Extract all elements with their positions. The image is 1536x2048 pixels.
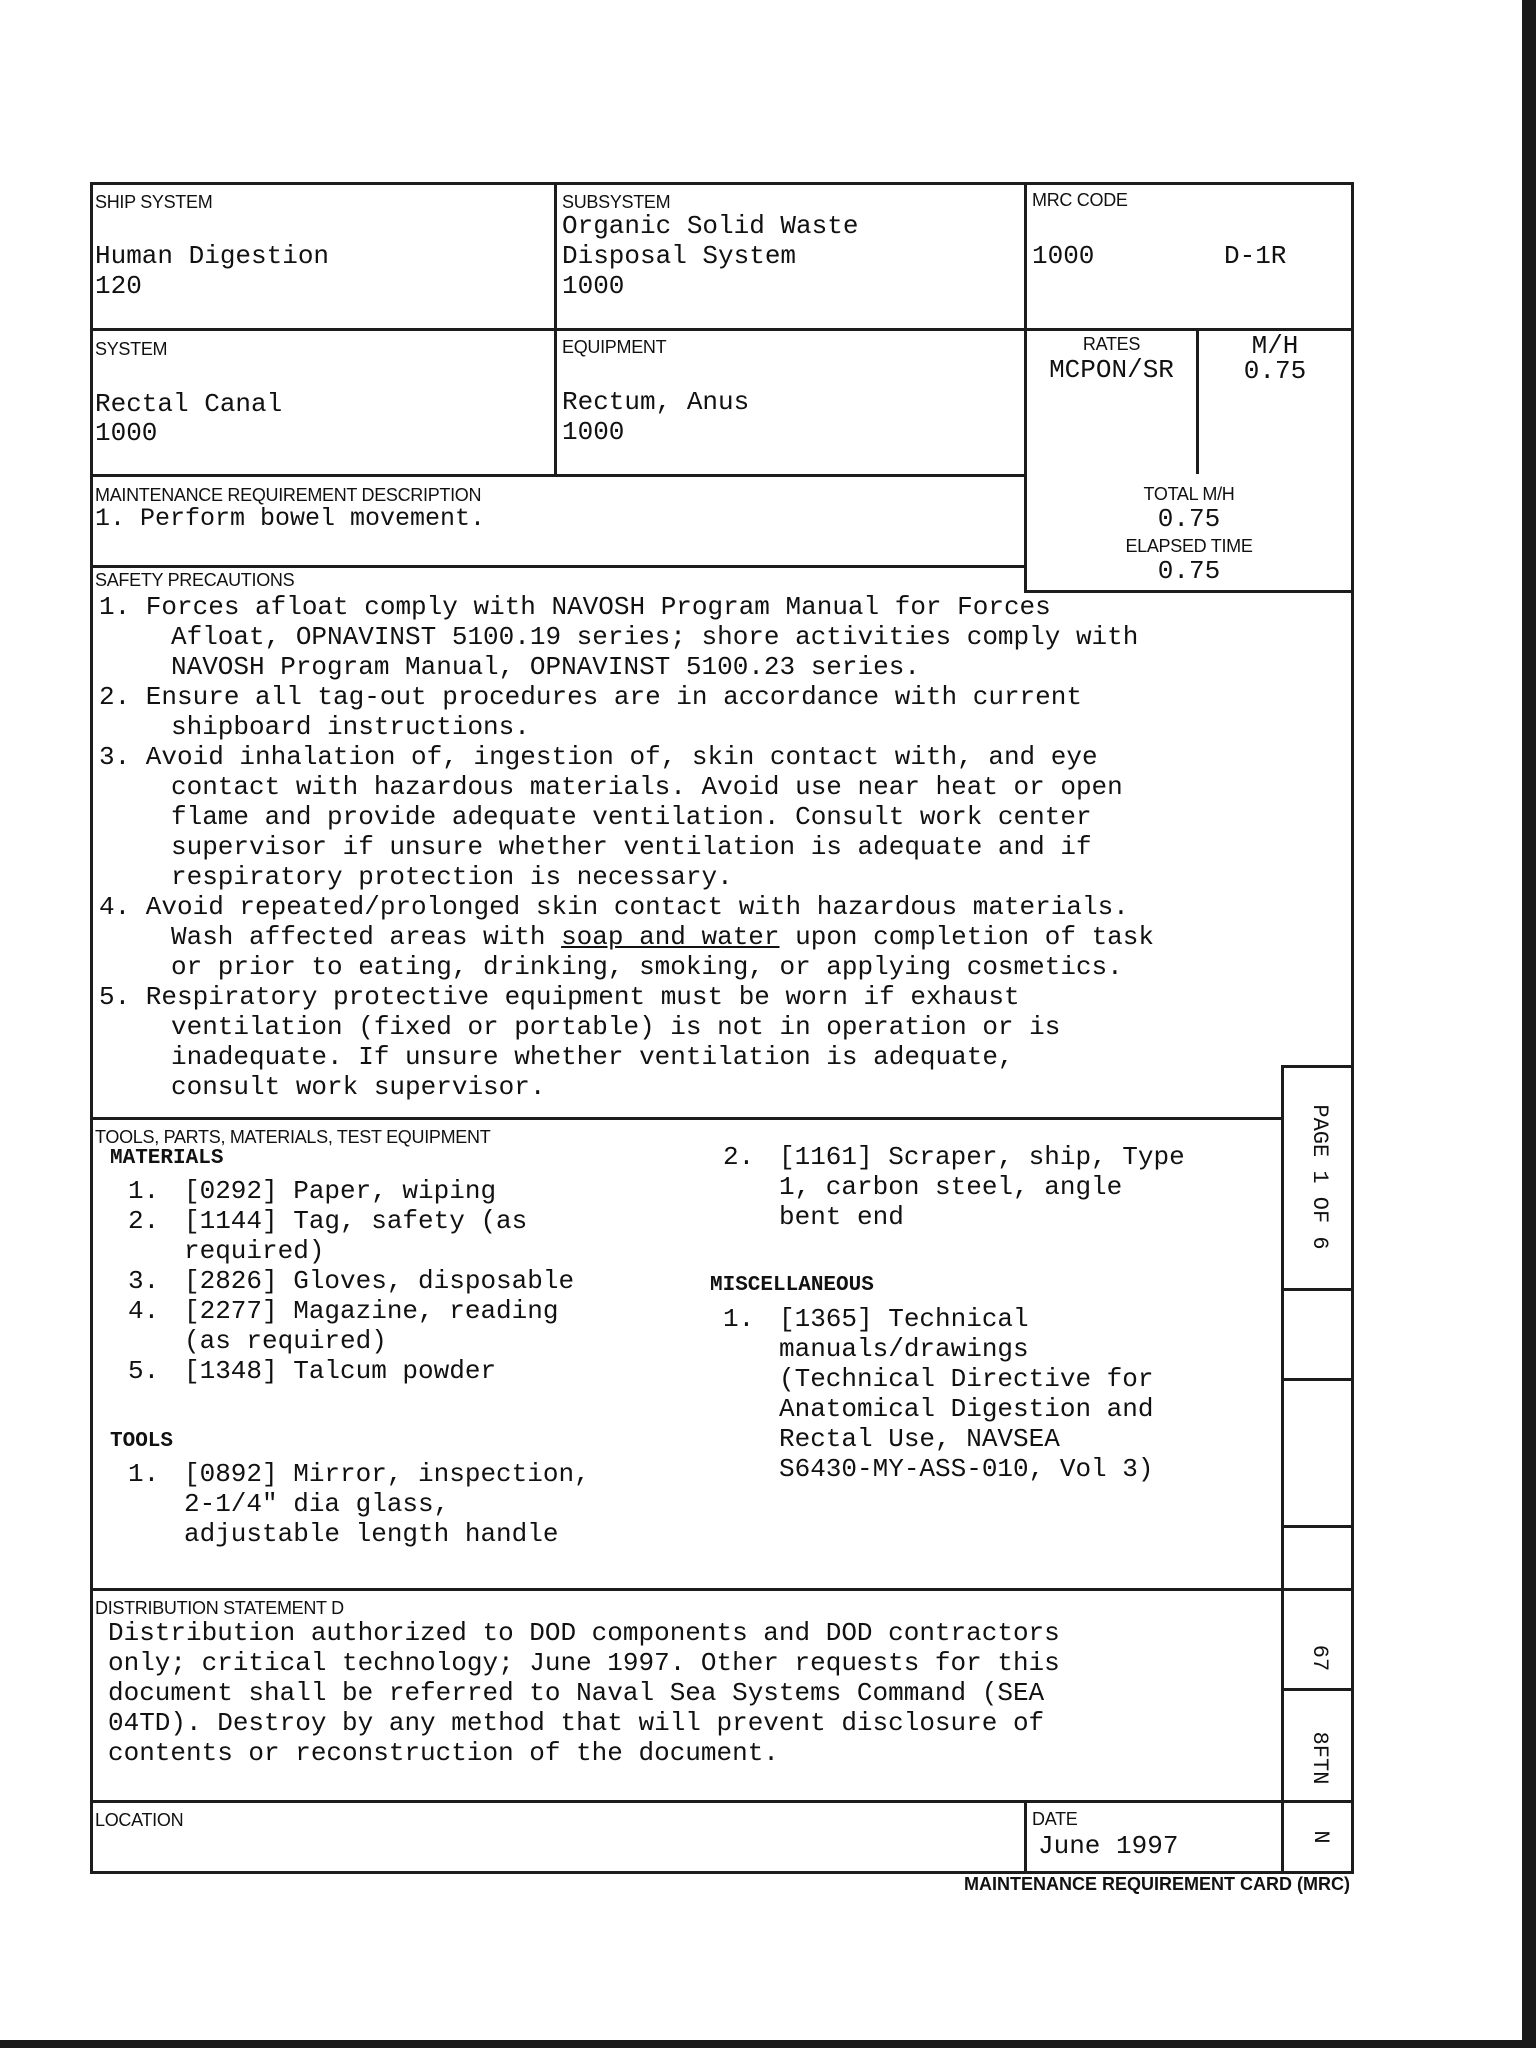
list-item [128, 1176, 574, 1206]
safety-precautions-label: SAFETY PRECAUTIONS [95, 570, 295, 590]
list-item-number: 5. [128, 1356, 160, 1386]
safety-line: 4. Avoid repeated/prolonged skin contact with hazardous materials. [99, 892, 1129, 922]
list-item-number: 2. [128, 1206, 160, 1236]
total-mh-label: TOTAL M/H [1143, 484, 1235, 504]
mrc-code-label: MRC CODE [1032, 190, 1128, 210]
list-item-text: [1144] Tag, safety (as required) [184, 1206, 528, 1266]
system-label: SYSTEM [95, 339, 168, 359]
subsystem-line-1: Organic Solid Waste [562, 211, 859, 241]
list-item-text: [1348] Talcum powder [184, 1356, 497, 1386]
safety-line: ventilation (fixed or portable) is not in operation or is [171, 1012, 1061, 1042]
equipment-code: 1000 [562, 417, 625, 447]
subsystem-line-2: Disposal System [562, 241, 797, 271]
list-item-number: 4. [128, 1296, 160, 1326]
distribution-label: DISTRIBUTION STATEMENT D [95, 1598, 344, 1618]
safety-line: or prior to eating, drinking, smoking, or applying cosmetics. [171, 952, 1123, 982]
list-item-number: 1. [128, 1176, 160, 1206]
scan-edge-bottom [0, 2040, 1536, 2048]
materials-continued-list [723, 1142, 1185, 1232]
safety-line: NAVOSH Program Manual, OPNAVINST 5100.23 series. [171, 652, 920, 682]
subsystem-label: SUBSYSTEM [562, 192, 671, 212]
equipment-name: Rectum, Anus [562, 387, 750, 417]
system-code: 1000 [95, 418, 158, 448]
mrc-code-id: D-1R [1224, 241, 1287, 271]
materials-list [128, 1176, 574, 1386]
safety-line: contact with hazardous materials. Avoid use near heat or open [171, 772, 1123, 802]
ship-system-name: Human Digestion [95, 241, 330, 271]
safety-line: 2. Ensure all tag-out procedures are in accordance with current [99, 682, 1082, 712]
mh-value: 0.75 [1243, 356, 1307, 386]
mh-label: M/H [1251, 331, 1299, 361]
distribution-line: document shall be referred to Naval Sea Systems Command (SEA [108, 1678, 1045, 1708]
miscellaneous-list [723, 1304, 1153, 1484]
distribution-line: Distribution authorized to DOD components and DOD contractors [108, 1618, 1060, 1648]
card-type-title: MAINTENANCE REQUIREMENT CARD (MRC) [964, 1874, 1350, 1894]
list-item-number: 3. [128, 1266, 160, 1296]
scan-edge-right [1522, 0, 1536, 2048]
safety-line: inadequate. If unsure whether ventilation is adequate, [171, 1042, 1014, 1072]
rates-label: RATES [1082, 334, 1141, 354]
list-item [723, 1142, 1185, 1232]
maintenance-requirement-card [90, 182, 1354, 1874]
distribution-line: only; critical technology; June 1997. Other requests for this [108, 1648, 1060, 1678]
safety-line: respiratory protection is necessary. [171, 862, 733, 892]
card-number: 67 [1307, 1644, 1332, 1672]
list-item-text: [1365] Technical manuals/drawings (Technical Directive for Anatomical Digestion and Rectal Use, NAVSEA S6430-MY-ASS-010, Vol 3) [779, 1304, 1154, 1484]
card-code: 8FTN [1307, 1731, 1332, 1785]
elapsed-time-label: ELAPSED TIME [1125, 536, 1253, 556]
list-item-text: [0892] Mirror, inspection, 2-1/4" dia glass, adjustable length handle [184, 1459, 590, 1549]
tools-parts-label: TOOLS, PARTS, MATERIALS, TEST EQUIPMENT [95, 1127, 491, 1147]
page-count: PAGE 1 OF 6 [1307, 1104, 1332, 1250]
safety-line: shipboard instructions. [171, 712, 530, 742]
safety-line: 5. Respiratory protective equipment must be worn if exhaust [99, 982, 1020, 1012]
ship-system-label: SHIP SYSTEM [95, 192, 213, 212]
list-item [128, 1356, 574, 1386]
list-item [128, 1296, 574, 1356]
safety-line: consult work supervisor. [171, 1072, 546, 1102]
list-item [128, 1266, 574, 1296]
total-mh-value: 0.75 [1157, 504, 1221, 534]
ship-system-code: 120 [95, 271, 142, 301]
card-letter: N [1308, 1830, 1333, 1844]
description-label: MAINTENANCE REQUIREMENT DESCRIPTION [95, 485, 482, 505]
list-item [128, 1459, 590, 1549]
description-text: 1. Perform bowel movement. [95, 504, 486, 533]
safety-line: flame and provide adequate ventilation. Consult work center [171, 802, 1092, 832]
date-value: June 1997 [1038, 1831, 1179, 1861]
list-item-text: [0292] Paper, wiping [184, 1176, 497, 1206]
elapsed-time-value: 0.75 [1157, 556, 1221, 586]
distribution-line: contents or reconstruction of the document. [108, 1738, 779, 1768]
safety-line: 1. Forces afloat comply with NAVOSH Program Manual for Forces [99, 592, 1051, 622]
list-item [128, 1206, 574, 1266]
list-item-text: [1161] Scraper, ship, Type 1, carbon steel, angle bent end [779, 1142, 1185, 1232]
soap-and-water-underlined: soap and water [561, 922, 780, 952]
materials-title: MATERIALS [110, 1147, 224, 1170]
list-item-text: [2277] Magazine, reading (as required) [184, 1296, 559, 1356]
location-label: LOCATION [95, 1810, 184, 1830]
list-item-number: 1. [723, 1304, 755, 1334]
safety-line: supervisor if unsure whether ventilation is adequate and if [171, 832, 1092, 862]
miscellaneous-title: MISCELLANEOUS [710, 1274, 874, 1297]
safety-line: Afloat, OPNAVINST 5100.19 series; shore activities comply with [171, 622, 1139, 652]
distribution-line: 04TD). Destroy by any method that will prevent disclosure of [108, 1708, 1045, 1738]
subsystem-code: 1000 [562, 271, 625, 301]
safety-line: 3. Avoid inhalation of, ingestion of, skin contact with, and eye [99, 742, 1098, 772]
tools-list [128, 1459, 590, 1549]
mrc-code-number: 1000 [1032, 241, 1095, 271]
list-item-number: 2. [723, 1142, 755, 1172]
safety-line: Wash affected areas with soap and water upon completion of task [171, 922, 1154, 952]
tools-title: TOOLS [110, 1430, 174, 1453]
list-item [723, 1304, 1153, 1484]
system-name: Rectal Canal [95, 389, 283, 419]
rates-value: MCPON/SR [1049, 355, 1174, 385]
list-item-number: 1. [128, 1459, 160, 1489]
list-item-text: [2826] Gloves, disposable [184, 1266, 575, 1296]
distribution-text [108, 1618, 1060, 1768]
safety-precautions-list [99, 592, 1154, 1102]
equipment-label: EQUIPMENT [562, 337, 667, 357]
date-label: DATE [1032, 1809, 1078, 1829]
